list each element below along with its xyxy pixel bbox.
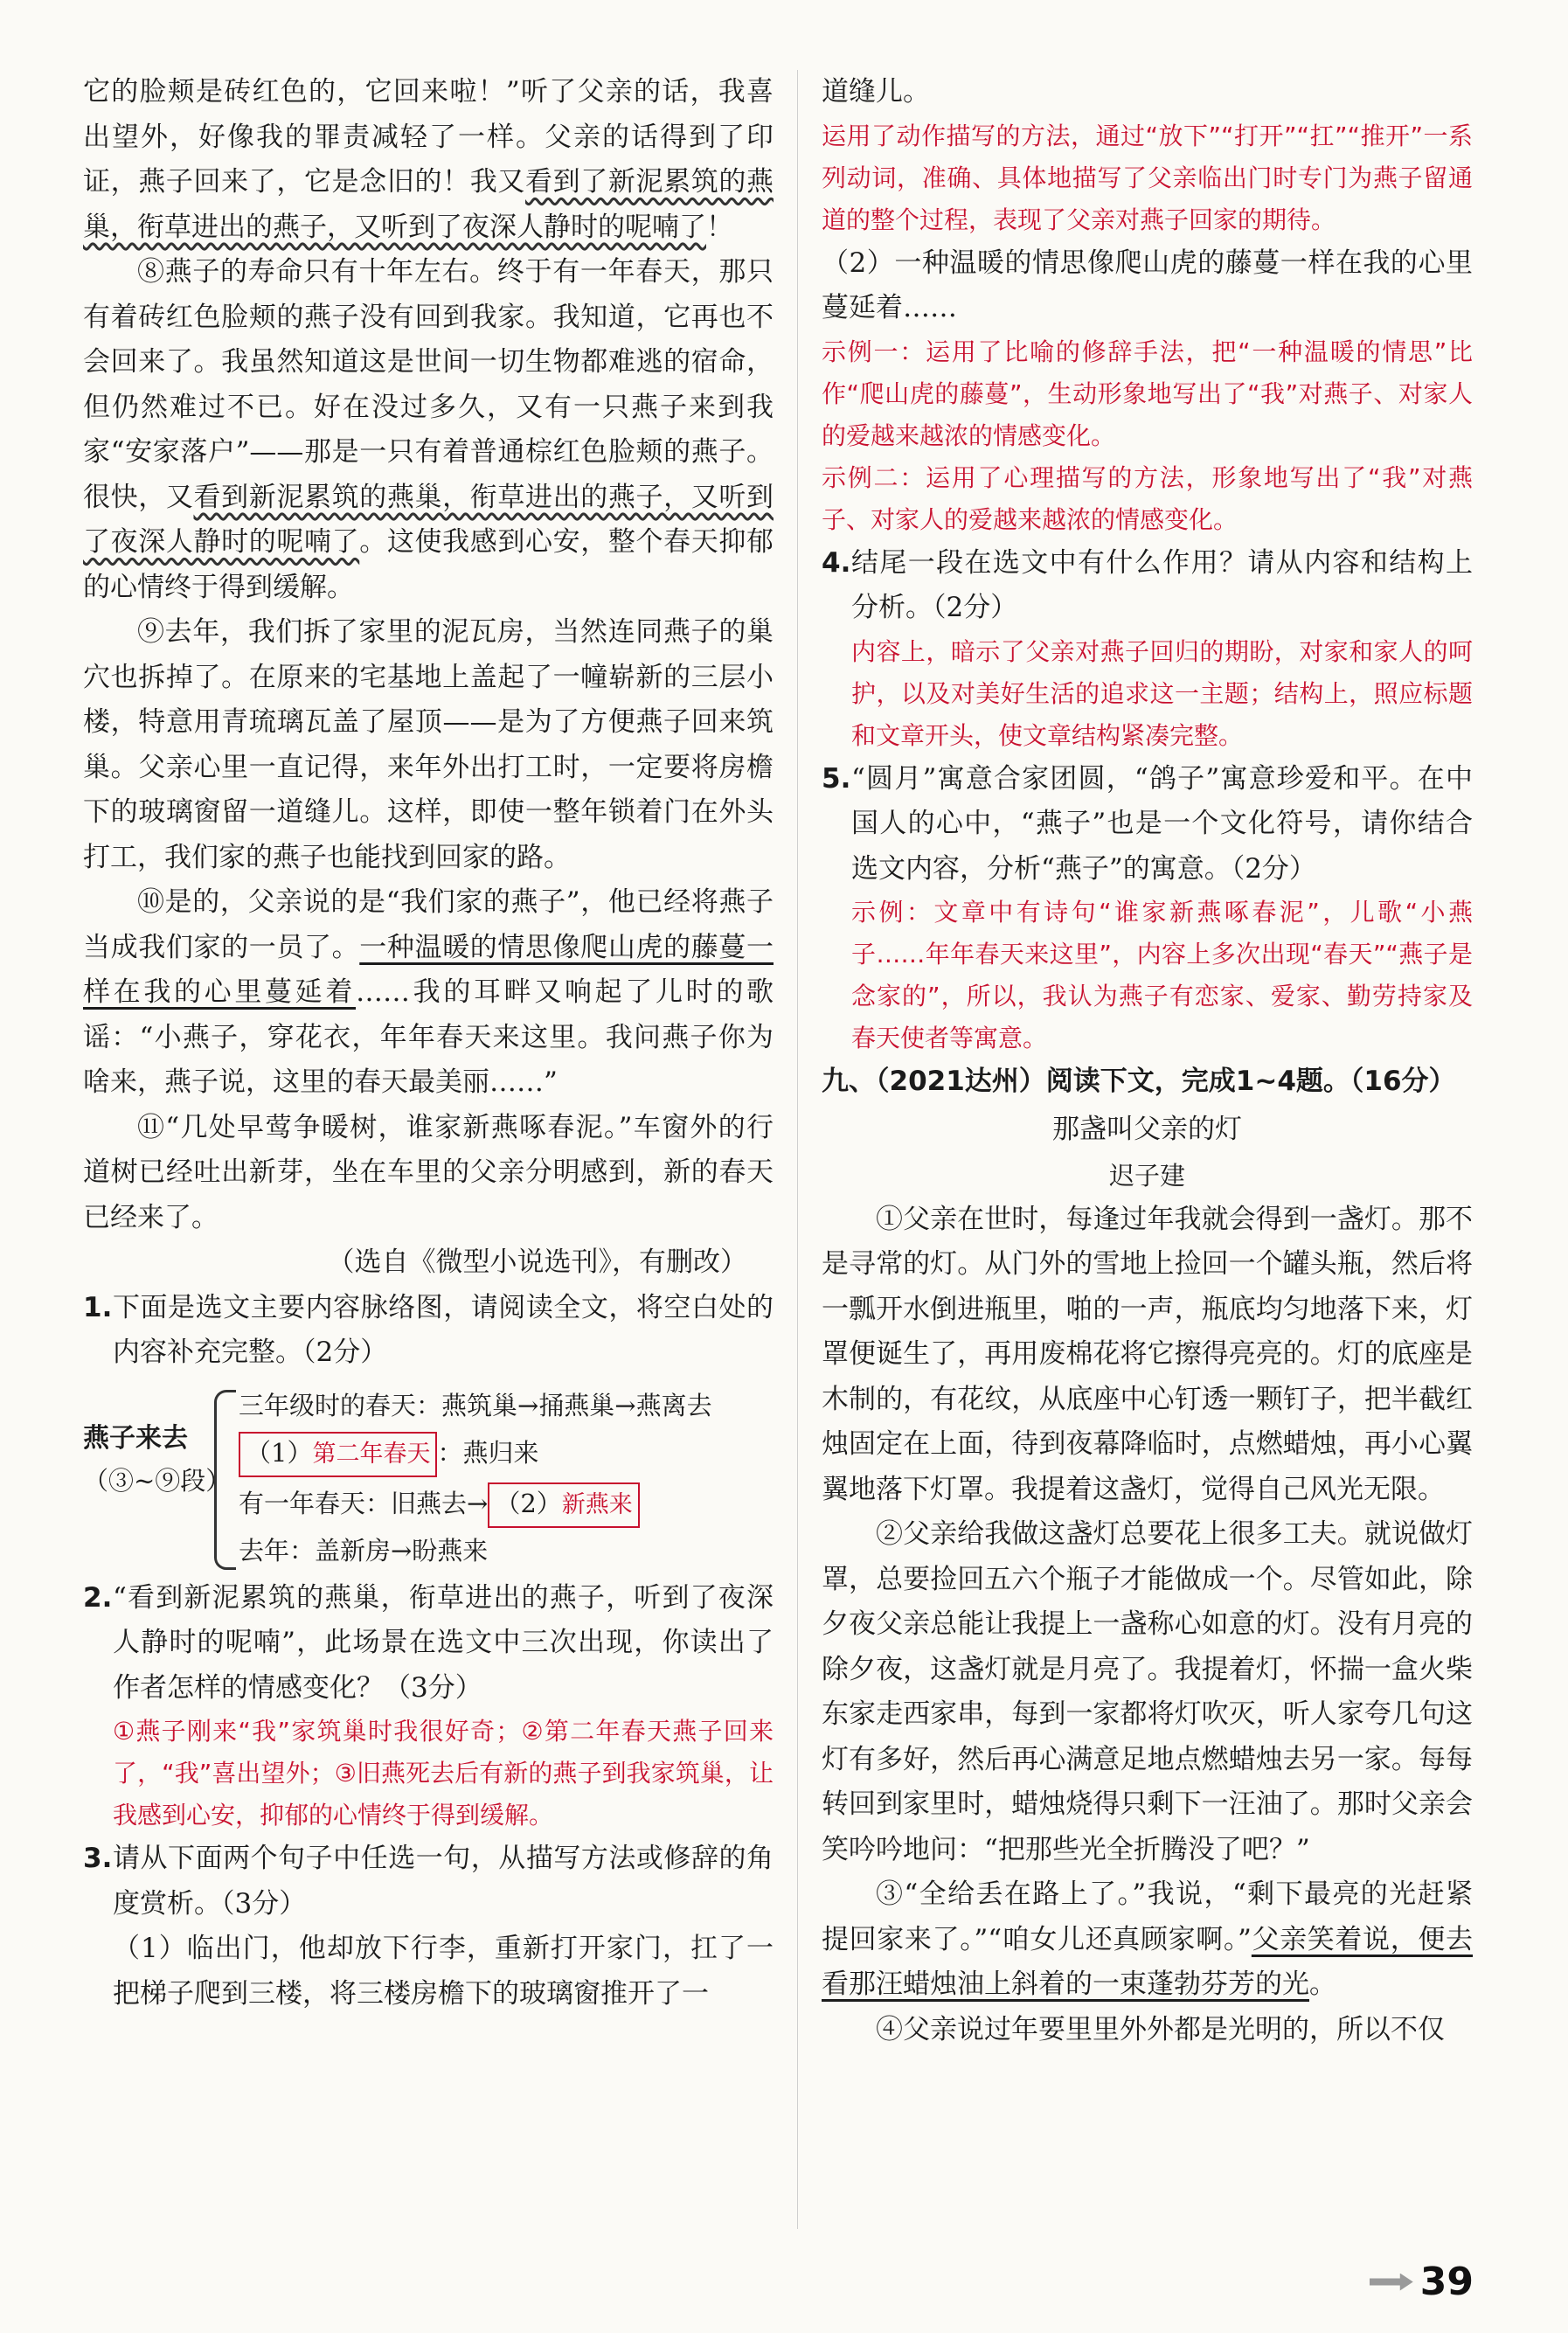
column-divider [797,70,798,2229]
diagram-row-4: 去年：盖新房→盼燕来 [239,1535,489,1566]
answer-box-2: （2）新燕来 [488,1482,639,1528]
question-text: “看到新泥累筑的燕巢，衔草进出的燕子，听到了夜深人静时的呢喃”，此场景在选文中三次出现，你读出了作者怎样的情感变化？（3分） [113,1581,774,1704]
article-paragraph-3: ③“全给丢在路上了。”我说，“剩下最亮的光赶紧提回家来了。”“咱女儿还真顾家啊。”父亲笑着说，便去看那汪蜡烛油上斜着的一束蓬勃芬芳的光。 [822,1878,1474,2000]
paragraph-11: ⑪“几处早莺争暖树，谁家新燕啄春泥。”车窗外的行道树已经吐出新芽，坐在车里的父亲分明感到，新的春天已经来了。 [83,1111,774,1233]
diagram-row-3: 有一年春天：旧燕去→ （2）新燕来 [239,1482,640,1528]
paragraph-9: ⑨去年，我们拆了家里的泥瓦房，当然连同燕子的巢穴也拆掉了。在原来的宅基地上盖起了一幢崭新的三层小楼，特意用青琉璃瓦盖了屋顶——是为了方便燕子回来筑巢。父亲心里一直记得，来年外出打工时，一定要将房檐下的玻璃窗留一道缝儿。这样，即使一整年锁着门在外头打工，我们家的燕子也能找到回家的路。 [83,616,774,873]
section-heading: 九、（2021达州）阅读下文，完成1~4题。（16分） [822,1066,1456,1097]
sentence-option-1-end: 道缝儿。 [822,76,930,108]
question-text: 下面是选文主要内容脉络图，请阅读全文，将空白处的内容补充完整。（2分） [113,1291,774,1368]
article-paragraph-1: ①父亲在世时，每逢过年我就会得到一盏灯。那不是寻常的灯。从门外的雪地上捡回一个罐头瓶，然后将一瓢开水倒进瓶里，啪的一声，瓶底均匀地落下来，灯罩便诞生了，再用废棉花将它擦得亮亮的。灯的底座是木制的，有花纹，从底座中心钉透一颗钉子，把半截红烛固定在上面，待到夜幕降临时，点燃蜡烛，再小心翼翼地落下灯罩。我提着这盏灯，觉得自己风光无限。 [822,1203,1473,1505]
page-number: 39 [1370,2260,1474,2304]
question-number: 1. [83,1291,113,1323]
underlined-sentence: 一种温暖的情思像爬山虎的藤蔓一样在我的心里蔓延着 [83,931,774,1008]
question-text: 请从下面两个句子中任选一句，从描写方法或修辞的角度赏析。（3分） [113,1843,774,1920]
wavy-underlined-sentence: 看到新泥累筑的燕巢，衔草进出的燕子，又听到了夜深人静时的呢喃了 [83,481,774,558]
source-note: （选自《微型小说选刊》，有删改） [327,1246,747,1278]
sentence-option-2: （2）一种温暖的情思像爬山虎的藤蔓一样在我的心里蔓延着…… [822,246,1473,323]
answer-text: 示例一：运用了比喻的修辞手法，把“一种温暖的情思”比作“爬山虎的藤蔓”，生动形象地写出了“我”对燕子、对家人的爱越来越浓的情感变化。 [822,337,1473,450]
question-number: 5. [822,762,851,795]
article-paragraph-4: ④父亲说过年要里里外外都是光明的，所以不仅 [876,2013,1445,2045]
left-column [83,70,774,2017]
question-5 [822,757,1473,1060]
question-1 [83,1286,774,1376]
paragraph-10: ⑩是的，父亲说的是“我们家的燕子”，他已经将燕子当成我们家的一员了。一种温暖的情思像爬山虎的藤蔓一样在我的心里蔓延着……我的耳畔又响起了儿时的歌谣：“小燕子，穿花衣，年年春天来这里。我问燕子你为啥来，燕子说，这里的春天最美丽……” [83,886,774,1098]
diagram-left-label: 燕子来去 （③~⑨段） [83,1422,232,1496]
wavy-underlined-sentence: 看到了新泥累筑的燕巢，衔草进出的燕子，又听到了夜深人静时的呢喃了 [83,166,774,243]
answer-text: ①燕子刚来“我”家筑巢时我很好奇；②第二年春天燕子回来了，“我”喜出望外；③旧燕死去后有新的燕子到我家筑巢，让我感到心安，抑郁的心情终于得到缓解。 [113,1717,774,1830]
answer-text: 内容上，暗示了父亲对燕子回归的期盼，对家和家人的呵护，以及对美好生活的追求这一主题；结构上，照应标题和文章开头，使文章结构紧凑完整。 [851,636,1473,750]
article-author: 迟子建 [1108,1160,1185,1191]
question-4 [822,541,1473,757]
paragraph-continued: 它的脸颊是砖红色的，它回来啦！”听了父亲的话，我喜出望外，好像我的罪责减轻了一样。父亲的话得到了印证，燕子回来了，它是念旧的！我又看到了新泥累筑的燕巢，衔草进出的燕子，又听到了夜深人静时的呢喃了！ [83,76,774,243]
answer-text: 示例二：运用了心理描写的方法，形象地写出了“我”对燕子、对家人的爱越来越浓的情感变化。 [822,462,1473,534]
question-2 [83,1576,774,1837]
answer-text: 运用了动作描写的方法，通过“放下”“打开”“扛”“推开”一系列动词，准确、具体地描写了父亲临出门时专门为燕子留通道的整个过程，表现了父亲对燕子回家的期待。 [822,121,1473,234]
diagram-row-1: 三年级时的春天：燕筑巢→捅燕巢→燕离去 [239,1390,712,1420]
answer-box-1: （1）第二年春天 [239,1432,437,1477]
arrow-icon [1370,2274,1413,2291]
sentence-option-1: （1）临出门，他却放下行李，重新打开家门，扛了一把梯子爬到三楼，将三楼房檐下的玻璃窗推开了一 [113,1933,774,2010]
underlined-sentence: 父亲笑着说，便去看那汪蜡烛油上斜着的一束蓬勃芬芳的光 [822,1923,1474,2000]
content-diagram [83,1385,774,1573]
question-number: 4. [822,546,851,579]
question-number: 2. [83,1581,113,1614]
right-column [822,70,1473,2052]
brace-icon [214,1390,236,1570]
question-number: 3. [83,1843,113,1874]
paragraph-8: ⑧燕子的寿命只有十年左右。终于有一年春天，那只有着砖红色脸颊的燕子没有回到我家。我知道，它再也不会回来了。我虽然知道这是世间一切生物都难逃的宿命，但仍然难过不已。好在没过多久，又有一只燕子来到我家“安家落户”——那是一只有着普通棕红色脸颊的燕子。很快，又看到新泥累筑的燕巢，衔草进出的燕子，又听到了夜深人静时的呢喃了。这使我感到心安，整个春天抑郁的心情终于得到缓解。 [83,256,774,603]
article-title: 那盏叫父亲的灯 [1052,1113,1242,1145]
question-text: 结尾一段在选文中有什么作用？请从内容和结构上分析。（2分） [851,546,1473,623]
question-text: “圆月”寓意合家团圆，“鸽子”寓意珍爱和平。在中国人的心中，“燕子”也是一个文化符号，请你结合选文内容，分析“燕子”的寓意。（2分） [851,762,1473,885]
answer-text: 示例：文章中有诗句“谁家新燕啄春泥”，儿歌“小燕子……年年春天来这里”，内容上多次出现“春天”“燕子是念家的”，所以，我认为燕子有恋家、爱家、勤劳持家及春天使者等寓意。 [851,898,1473,1052]
diagram-row-2: （1）第二年春天 ：燕归来 [239,1432,538,1477]
article-paragraph-2: ②父亲给我做这盏灯总要花上很多工夫。就说做灯罩，总要捡回五六个瓶子才能做成一个。尽管如此，除夕夜父亲总能让我提上一盏称心如意的灯。没有月亮的除夕夜，这盏灯就是月亮了。我提着灯，怀揣一盒火柴东家走西家串，每到一家都将灯吹灭，听人家夸几句这灯有多好，然后再心满意足地点燃蜡烛去另一家。每每转回到家里时，蜡烛烧得只剩下一汪油了。那时父亲会笑吟吟地问：“把那些光全折腾没了吧？” [822,1518,1473,1865]
question-3 [83,1837,774,2017]
